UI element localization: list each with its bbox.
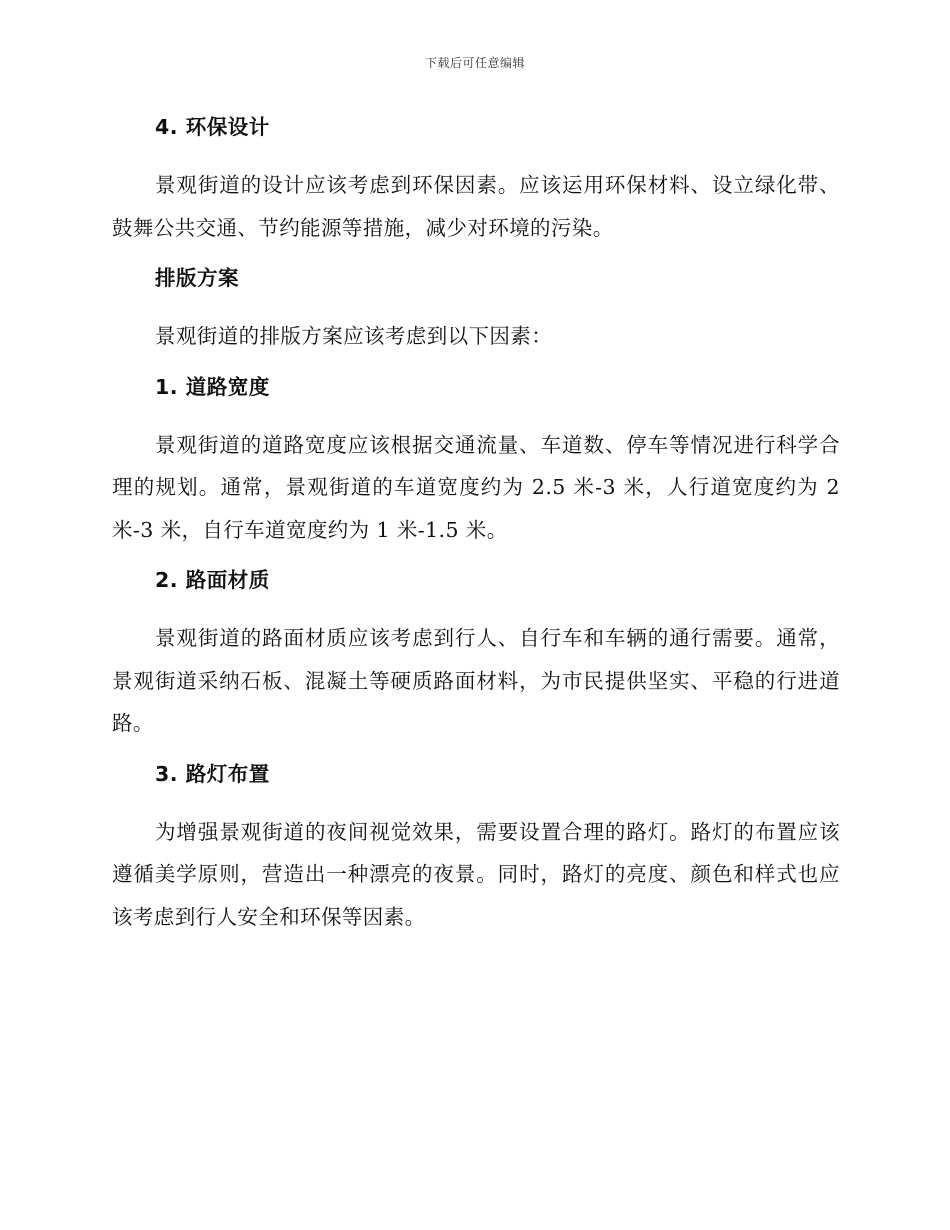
section-heading-street-lighting: 3. 路灯布置: [155, 761, 270, 786]
paragraph-street-lighting: 为增强景观街道的夜间视觉效果，需要设置合理的路灯。路灯的布置应该遵循美学原则，营造出一种漂亮的夜景。同时，路灯的亮度、颜色和样式也应该考虑到行人安全和环保等因素。: [112, 819, 840, 929]
paragraph-layout-plan: 景观街道的排版方案应该考虑到以下因素：: [155, 324, 553, 348]
paragraph-road-width: 景观街道的道路宽度应该根据交通流量、车道数、停车等情况进行科学合理的规划。通常，景观街道的车道宽度约为 2.5 米-3 米，人行道宽度约为 2 米-3 米，自行车道宽度约为 1 米-1.5 米。: [112, 432, 840, 542]
section-heading-road-width: 1. 道路宽度: [155, 374, 270, 399]
document-body: [112, 110, 840, 950]
header-note: 下载后可任意编辑: [424, 56, 525, 70]
section-heading-pavement-material: 2. 路面材质: [155, 568, 270, 592]
paragraph-environmental-design: 景观街道的设计应该考虑到环保因素。应该运用环保材料、设立绿化带、鼓舞公共交通、节约能源等措施，减少对环境的污染。: [112, 173, 840, 240]
section-heading-layout-plan: 排版方案: [155, 266, 239, 290]
section-heading-environmental-design: 4. 环保设计: [155, 115, 270, 139]
paragraph-pavement-material: 景观街道的路面材质应该考虑到行人、自行车和车辆的通行需要。通常，景观街道采纳石板、混凝土等硬质路面材料，为市民提供坚实、平稳的行进道路。: [112, 626, 840, 735]
